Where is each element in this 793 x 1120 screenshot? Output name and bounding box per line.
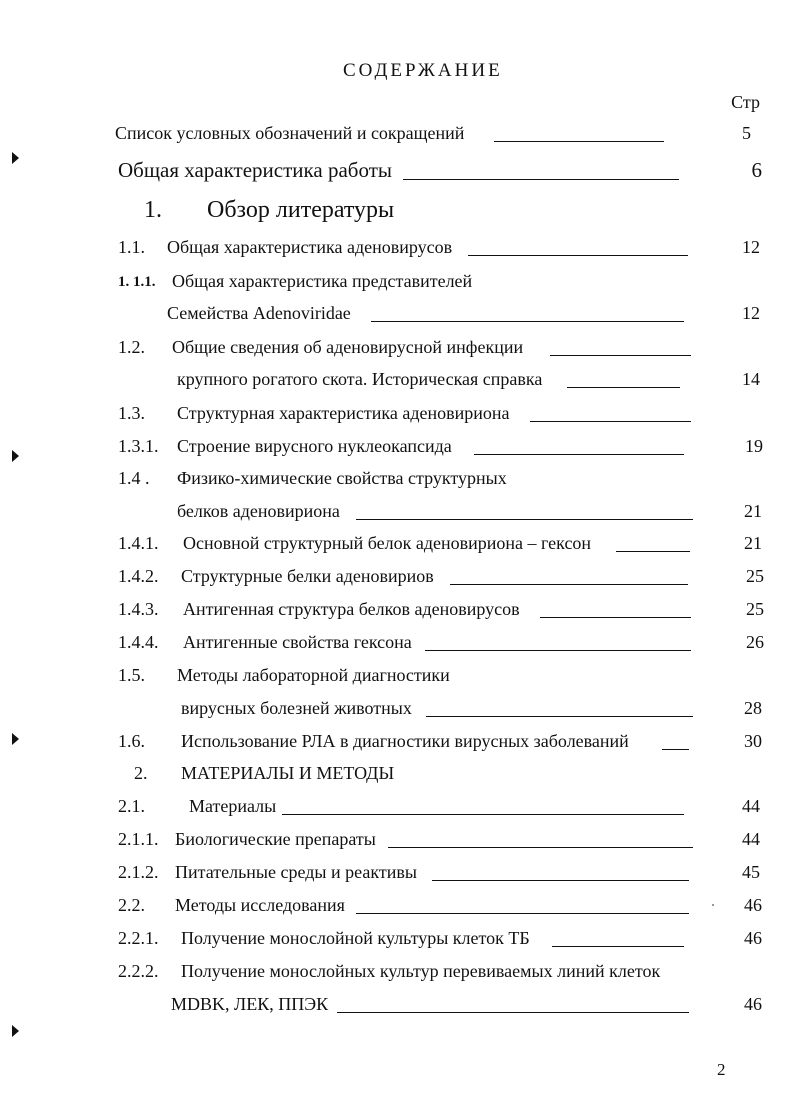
toc-entry-number: 1.4 . bbox=[118, 468, 150, 488]
toc-entry-text[interactable]: Антигенная структура белков аденовирусов bbox=[183, 599, 520, 619]
toc-entry-text[interactable]: Семейства Adenoviridae bbox=[167, 303, 351, 323]
toc-entry-text[interactable]: MDBK, ЛЕК, ППЭК bbox=[171, 994, 329, 1014]
leader-line bbox=[356, 519, 693, 520]
toc-entry-page: 30 bbox=[744, 731, 762, 751]
toc-entry-page: 25 bbox=[746, 566, 764, 586]
toc-entry-text[interactable]: Общая характеристика работы bbox=[118, 158, 392, 182]
leader-line bbox=[356, 913, 689, 914]
leader-line bbox=[550, 355, 691, 356]
toc-entry-text[interactable]: Использование РЛА в диагностики вирусных заболеваний bbox=[181, 731, 629, 751]
toc-entry-page: 21 bbox=[744, 533, 762, 553]
leader-line bbox=[403, 179, 679, 180]
toc-entry-number: 1.5. bbox=[118, 665, 145, 685]
leader-line bbox=[540, 617, 691, 618]
leader-line bbox=[567, 387, 680, 388]
toc-entry-number: 1.3. bbox=[118, 403, 145, 423]
scan-speck bbox=[712, 904, 714, 906]
toc-entry-page: 6 bbox=[751, 158, 762, 182]
toc-entry-text[interactable]: Методы исследования bbox=[175, 895, 345, 915]
leader-line bbox=[371, 321, 684, 322]
toc-entry-number: 1.1. bbox=[118, 237, 145, 257]
toc-entry-page: 45 bbox=[742, 862, 760, 882]
toc-entry-number: 1.4.2. bbox=[118, 566, 159, 586]
toc-entry-text[interactable]: Получение монослойной культуры клеток ТБ bbox=[181, 928, 530, 948]
toc-entry-number: 1.4.1. bbox=[118, 533, 159, 553]
toc-entry-number: 2. bbox=[134, 763, 148, 783]
toc-entry-number: 2.2.2. bbox=[118, 961, 159, 981]
leader-line bbox=[530, 421, 691, 422]
toc-entry-number: 2.1. bbox=[118, 796, 145, 816]
leader-line bbox=[616, 551, 690, 552]
toc-entry-text[interactable]: Питательные среды и реактивы bbox=[175, 862, 417, 882]
toc-entry-text[interactable]: Общие сведения об аденовирусной инфекции bbox=[172, 337, 524, 357]
page-column-header: Стр bbox=[731, 92, 760, 112]
toc-entry-number: 1.6. bbox=[118, 731, 145, 751]
toc-entry-text[interactable]: вирусных болезней животных bbox=[181, 698, 412, 718]
leader-line bbox=[425, 650, 691, 651]
toc-entry-number: 1.4.3. bbox=[118, 599, 159, 619]
toc-entry-number: 1. bbox=[144, 197, 162, 223]
toc-entry-text[interactable]: Материалы bbox=[189, 796, 277, 816]
toc-entry-page: 26 bbox=[746, 632, 764, 652]
toc-entry-number: 1. 1.1. bbox=[118, 274, 156, 290]
leader-line bbox=[450, 584, 688, 585]
margin-marker bbox=[12, 733, 19, 745]
toc-entry-number: 2.2. bbox=[118, 895, 145, 915]
toc-entry-text[interactable]: Список условных обозначений и сокращений bbox=[115, 123, 465, 143]
toc-entry-text[interactable]: Общая характеристика представителей bbox=[172, 271, 473, 291]
toc-entry-number: 2.1.1. bbox=[118, 829, 159, 849]
toc-entry-page: 46 bbox=[744, 895, 762, 915]
toc-entry-text[interactable]: Структурные белки аденовириов bbox=[181, 566, 434, 586]
toc-entry-text[interactable]: Биологические препараты bbox=[175, 829, 376, 849]
leader-line bbox=[426, 716, 693, 717]
leader-line bbox=[337, 1012, 689, 1013]
toc-entry-page: 12 bbox=[742, 303, 760, 323]
leader-line bbox=[662, 749, 689, 750]
toc-entry-text[interactable]: крупного рогатого скота. Историческая справка bbox=[177, 369, 543, 389]
toc-entry-text[interactable]: белков аденовириона bbox=[177, 501, 340, 521]
toc-entry-number: 2.1.2. bbox=[118, 862, 159, 882]
toc-entry-text[interactable]: Физико-химические свойства структурных bbox=[177, 468, 507, 488]
leader-line bbox=[552, 946, 684, 947]
margin-marker bbox=[12, 450, 19, 462]
toc-entry-page: 44 bbox=[742, 829, 760, 849]
page-number: 2 bbox=[717, 1060, 726, 1079]
toc-entry-text[interactable]: Структурная характеристика аденовириона bbox=[177, 403, 510, 423]
leader-line bbox=[282, 814, 684, 815]
toc-entry-number: 1.4.4. bbox=[118, 632, 159, 652]
toc-entry-page: 44 bbox=[742, 796, 760, 816]
toc-entry-number: 2.2.1. bbox=[118, 928, 159, 948]
toc-entry-page: 12 bbox=[742, 237, 760, 257]
toc-entry-page: 28 bbox=[744, 698, 762, 718]
toc-entry-text[interactable]: Методы лабораторной диагностики bbox=[177, 665, 450, 685]
toc-entry-page: 5 bbox=[742, 123, 751, 143]
leader-line bbox=[494, 141, 664, 142]
toc-entry-text[interactable]: Антигенные свойства гексона bbox=[183, 632, 412, 652]
toc-entry-text[interactable]: Основной структурный белок аденовириона – гексон bbox=[183, 533, 592, 553]
toc-entry-text[interactable]: Получение монослойных культур перевиваемых линий клеток bbox=[181, 961, 661, 981]
leader-line bbox=[432, 880, 689, 881]
page-title: СОДЕРЖАНИЕ bbox=[343, 60, 503, 81]
toc-entry-page: 46 bbox=[744, 994, 762, 1014]
toc-entry-number: 1.3.1. bbox=[118, 436, 159, 456]
toc-entry-page: 14 bbox=[742, 369, 760, 389]
toc-entry-page: 25 bbox=[746, 599, 764, 619]
margin-marker bbox=[12, 1025, 19, 1037]
toc-entry-text[interactable]: Обзор литературы bbox=[207, 197, 395, 223]
toc-entry-page: 21 bbox=[744, 501, 762, 521]
margin-marker bbox=[12, 152, 19, 164]
toc-entry-text[interactable]: Общая характеристика аденовирусов bbox=[167, 237, 453, 257]
leader-line bbox=[388, 847, 693, 848]
toc-entry-text[interactable]: Строение вирусного нуклеокапсида bbox=[177, 436, 452, 456]
leader-line bbox=[474, 454, 684, 455]
toc-entry-page: 46 bbox=[744, 928, 762, 948]
toc-entry-page: 19 bbox=[745, 436, 763, 456]
toc-entry-text[interactable]: МАТЕРИАЛЫ И МЕТОДЫ bbox=[181, 763, 395, 783]
leader-line bbox=[468, 255, 688, 256]
toc-entry-number: 1.2. bbox=[118, 337, 145, 357]
